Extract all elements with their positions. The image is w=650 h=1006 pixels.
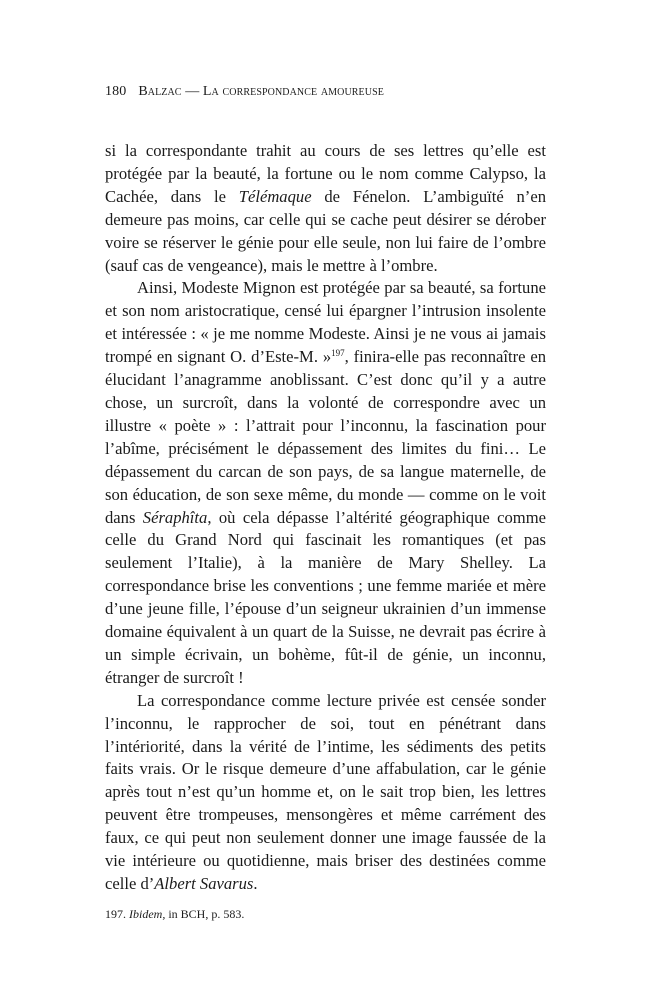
running-head-author: Balzac [138,84,182,99]
footnote-ibidem: Ibidem, [129,907,166,921]
footnote-page-ref: p. 583. [208,907,245,921]
text-run: . [253,874,258,893]
text-run: de Fénelon. L’ambiguïté n’en demeure pas moins, car celle qui se cache peut désirer se dérober voire se réserver le génie pour elle seule, non lui faire de l’ombre (sauf cas de vengeance), mais le mettre à l’ombre. [105,186,546,275]
page-number: 180 [105,84,127,99]
running-head-book-title: La correspondance amoureuse [202,84,384,99]
running-head-dash: — [181,84,203,99]
text-run: La correspondance comme lecture privée est censée sonder l’inconnu, le rapprocher de soi, tout en pénétrant dans l’intériorité, dans la vérité de l’intime, les sédiments des petits faits vrais. Or le risque demeure d’une affabulation, car le génie après tout n’est qu’un homme et, on le sait trop bien, les lettres peuvent être trompeuses, mensongères et même carrément des faux, ce qui peut non seulement donner une image faussée de la vie intérieure ou quotidienne, mais briser des destinées comme celle d’ [105,690,546,893]
footnote [105,907,244,922]
text-run: si la correspondante trahit au cours de ses lettres qu’elle est protégée par la beauté, la fortune ou le nom comme Calypso, la Cachée, dans le [105,141,546,206]
footnote-reference: 197 [331,348,345,359]
running-head [105,84,384,100]
footnote-number: 197. [105,907,126,921]
main-text [105,140,546,896]
text-run: , finira-elle pas reconnaître en élucidant l’anagramme anoblissant. C’est donc qu’il y a autre chose, un surcroît, dans la volonté de correspondre avec un illustre « poète » : l’attrait pour l’inconnu, la fascination pour l’abîme, précisément le dépassement des limites du fini… Le dépassement du carcan de son pays, de sa langue maternelle, de son éducation, de son sexe même, du monde — comme on le voit dans [105,347,547,527]
italic-title: Albert Savarus [154,874,254,893]
paragraph [105,277,546,689]
text-run: , où cela dépasse l’altérité géographique comme celle du Grand Nord qui fascinait les romantiques (et pas seulement l’Italie), à la manière de Mary Shelley. La correspondance brise les conventions ; une femme mariée et mère d’une jeune fille, l’épouse d’un seigneur ukrainien d’un immense domaine équivalent à un quart de la Suisse, ne devrait pas écrire à un simple écrivain, un bohème, fût-il de génie, un inconnu, étranger de surcroît ! [105,507,546,687]
paragraph [105,690,546,896]
paragraph [105,140,546,277]
footnote-in: in [165,907,181,921]
footnote-source: BCH, [180,907,209,921]
italic-title: Séraphîta [142,507,208,527]
italic-title: Télémaque [238,186,312,206]
text-run: Ainsi, Modeste Mignon est protégée par sa beauté, sa fortune et son nom aristocratique, censé lui épargner l’intrusion insolente et intéressée : « je me nomme Modeste. Ainsi je ne vous ai jamais trompé en signant O. d’Este-M. » [105,278,546,367]
